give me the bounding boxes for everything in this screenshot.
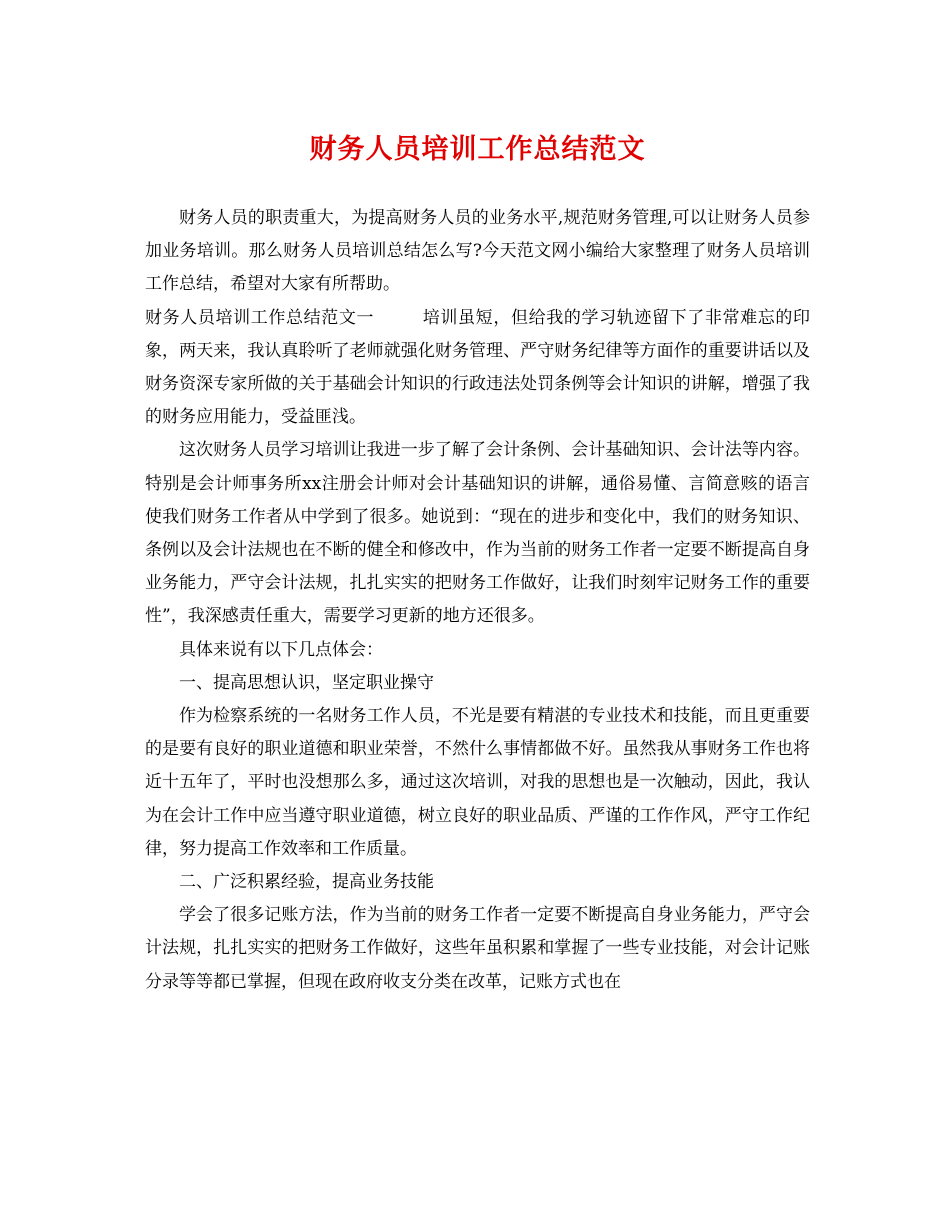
section-first-text: 培训虽短，但给我的学习轨迹留下了非常难忘的印象，两天来，我认真聆听了老师就强化财务管理、严守财务纪律等方面作的重要讲话以及财务资深专家所做的关于基础会计知识的行政违法处罚条例等会计知识的讲解，增强了我的财务应用能力，受益匪浅。: [145, 307, 810, 428]
heading-point-two: 二、广泛积累经验，提高业务技能: [179, 872, 434, 893]
body-paragraph: 作为检察系统的一名财务工作人员，不光是要有精湛的专业技术和技能，而且更重要的是要有良好的职业道德和职业荣誉，不然什么事情都做不好。虽然我从事财务工作也将近十五年了，平时也没想那么多，通过这次培训，对我的思想也是一次触动，因此，我认为在会计工作中应当遵守职业道德，树立良好的职业品质、严谨的工作作风，严守工作纪律，努力提高工作效率和工作质量。: [145, 706, 810, 859]
section-label: 财务人员培训工作总结范文一: [145, 307, 375, 328]
section-one-paragraph: [145, 302, 810, 435]
body-paragraph: 具体来说有以下几点体会：: [179, 639, 383, 660]
body-paragraph: 学会了很多记账方法，作为当前的财务工作者一定要不断提高自身业务能力，严守会计法规，扎扎实实的把财务工作做好，这些年虽积累和掌握了一些专业技能，对会计记账分录等等都已掌握，但现在政府收支分类在改革，记账方式也在: [145, 905, 810, 992]
heading-point-one: 一、提高思想认识，坚定职业操守: [179, 672, 434, 693]
document-title: 财务人员培训工作总结范文: [309, 134, 646, 165]
body-paragraph: 这次财务人员学习培训让我进一步了解了会计条例、会计基础知识、会计法等内容。特别是会计师事务所xx注册会计师对会计基础知识的讲解，通俗易懂、言简意赅的语言使我们财务工作者从中学到了很多。她说到：“现在的进步和变化中，我们的财务知识、条例以及会计法规也在不断的健全和修改中，作为当前的财务工作者一定要不断提高自身业务能力，严守会计法规，扎扎实实的把财务工作做好，让我们时刻牢记财务工作的重要性”，我深感责任重大，需要学习更新的地方还很多。: [145, 440, 810, 627]
intro-paragraph: 财务人员的职责重大，为提高财务人员的业务水平,规范财务管理,可以让财务人员参加业务培训。那么财务人员培训总结怎么写?今天范文网小编给大家整理了财务人员培训工作总结，希望对大家有所帮助。: [145, 208, 810, 295]
document-page: [145, 128, 810, 999]
